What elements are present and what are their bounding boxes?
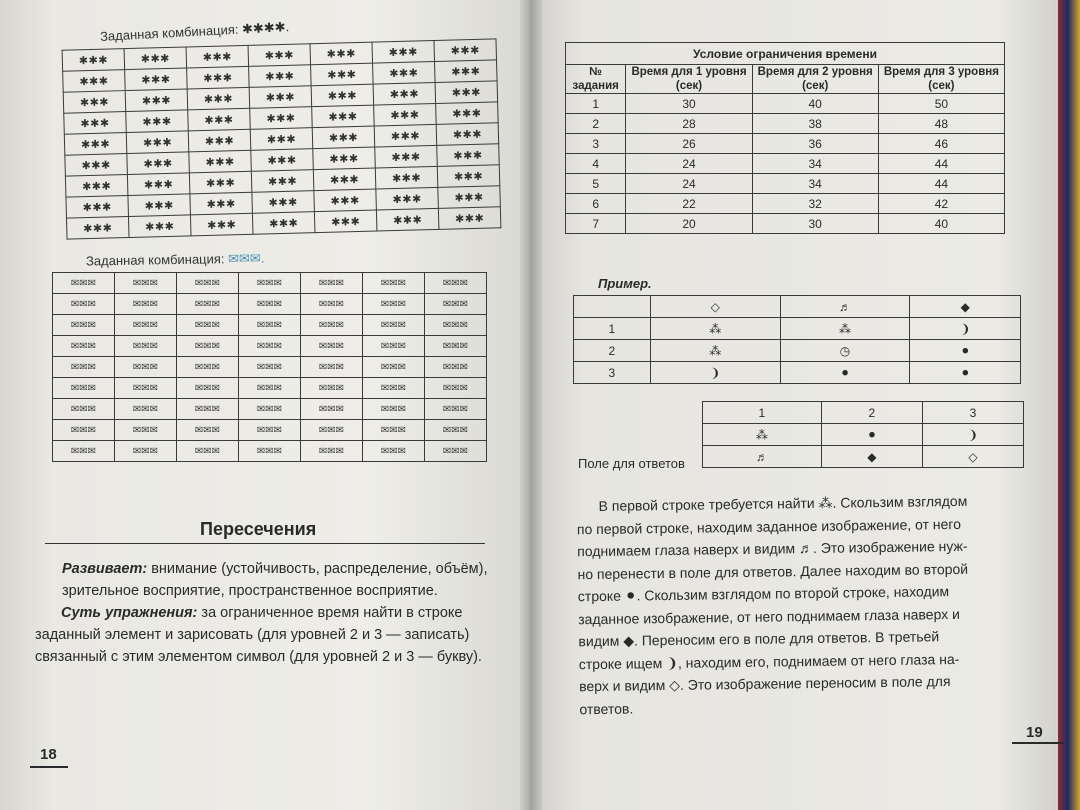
grid2-cell: ✉✉✉ xyxy=(53,357,115,378)
grid2-cell: ✉✉✉ xyxy=(425,336,487,357)
grid1-cell: ✱✱✱ xyxy=(314,189,377,212)
time-table-cell: 34 xyxy=(752,154,878,174)
grid2-cell: ✉✉✉ xyxy=(177,336,239,357)
time-table-header: Время для 1 уровня (сек) xyxy=(626,65,752,94)
grid2-cell: ✉✉✉ xyxy=(363,420,425,441)
grid2-cell: ✉✉✉ xyxy=(239,315,301,336)
grid2-cell: ✉✉✉ xyxy=(301,336,363,357)
time-table-cell: 2 xyxy=(566,114,626,134)
grid1-cell: ✱✱✱ xyxy=(126,131,189,154)
grid2-cell: ✉✉✉ xyxy=(425,273,487,294)
grid1-cell: ✱✱✱ xyxy=(373,61,436,84)
grid2-cell: ✉✉✉ xyxy=(177,378,239,399)
grid1-cell: ✱✱✱ xyxy=(312,126,375,149)
time-table-cell: 6 xyxy=(566,194,626,214)
background-edge xyxy=(1058,0,1080,810)
left-page-number: 18 xyxy=(40,746,57,763)
instructions-line: верх и видим ◇. Это изображение переносим в поле для xyxy=(579,673,951,695)
time-table-cell: 30 xyxy=(752,214,878,234)
answers-header-cell: 2 xyxy=(821,402,922,424)
develops-label: Развивает: xyxy=(62,561,148,577)
right-page-number: 19 xyxy=(1026,724,1043,741)
grid1-cell: ✱✱✱ xyxy=(252,191,315,214)
grid2-cell: ✉✉✉ xyxy=(363,399,425,420)
grid2-cell: ✉✉✉ xyxy=(53,336,115,357)
time-table-row xyxy=(566,114,1005,134)
grid2-cell: ✉✉✉ xyxy=(115,294,177,315)
time-table-cell: 46 xyxy=(878,134,1004,154)
grid2-row xyxy=(53,399,487,420)
answers-table xyxy=(702,401,1024,468)
grid2-cell: ✉✉✉ xyxy=(239,273,301,294)
grid1-cell: ✱✱✱ xyxy=(311,63,374,86)
instructions-line: ответов. xyxy=(579,699,634,717)
instructions-line: строке ⚫. Скользим взглядом по второй строке, находим xyxy=(577,583,950,605)
grid2-cell: ✉✉✉ xyxy=(115,315,177,336)
grid1-cell: ✱✱✱ xyxy=(190,213,253,236)
grid2-cell: ✉✉✉ xyxy=(115,336,177,357)
instructions-line: видим ◆. Переносим его в поле для ответов. В третьей xyxy=(578,628,940,650)
grid1-cell: ✱✱✱ xyxy=(189,171,252,194)
grid1-cell: ✱✱✱ xyxy=(437,165,500,188)
time-table-cell: 26 xyxy=(626,134,752,154)
grid2-cell: ✉✉✉ xyxy=(53,420,115,441)
answers-cell: ♬ xyxy=(703,446,822,468)
grid2-row xyxy=(53,273,487,294)
grid1-cell: ✱✱✱ xyxy=(248,44,311,67)
grid2-cell: ✉✉✉ xyxy=(115,378,177,399)
grid2-cell: ✉✉✉ xyxy=(239,336,301,357)
example-cell: ⚫ xyxy=(780,362,910,384)
grid2-cell: ✉✉✉ xyxy=(239,420,301,441)
grid1-cell: ✱✱✱ xyxy=(436,102,499,125)
time-table-cell: 30 xyxy=(626,94,752,114)
grid2-cell: ✉✉✉ xyxy=(115,357,177,378)
time-table-cell: 5 xyxy=(566,174,626,194)
instructions-line: строке ищем ❩, находим его, поднимаем от него глаза на- xyxy=(578,650,960,672)
time-table-cell: 38 xyxy=(752,114,878,134)
time-table-cell: 24 xyxy=(626,154,752,174)
example-header-row xyxy=(574,296,1021,318)
grid1-cell: ✱✱✱ xyxy=(127,173,190,196)
grid1-cell: ✱✱✱ xyxy=(313,168,376,191)
grid2-cell: ✉✉✉ xyxy=(239,357,301,378)
time-table-cell: 28 xyxy=(626,114,752,134)
example-cell: ⚫ xyxy=(910,340,1021,362)
grid1-cell: ✱✱✱ xyxy=(435,60,498,83)
grid1-cell: ✱✱✱ xyxy=(313,147,376,170)
grid1-cell: ✱✱✱ xyxy=(252,212,315,235)
grid1-cell: ✱✱✱ xyxy=(372,40,435,63)
grid2-cell: ✉✉✉ xyxy=(425,399,487,420)
grid2-row xyxy=(53,294,487,315)
time-table-cell: 1 xyxy=(566,94,626,114)
example-cell: ⁂ xyxy=(650,318,780,340)
example-header-cell: ♬ xyxy=(780,296,910,318)
time-table-row xyxy=(566,134,1005,154)
book-spine xyxy=(520,0,542,810)
time-limit-table xyxy=(565,42,1005,234)
grid1-cell: ✱✱✱ xyxy=(375,145,438,168)
time-table-cell: 36 xyxy=(752,134,878,154)
answers-cell: ◆ xyxy=(821,446,922,468)
grid2-cell: ✉✉✉ xyxy=(53,315,115,336)
grid1-cell: ✱✱✱ xyxy=(438,186,501,209)
grid1-cell: ✱✱✱ xyxy=(375,166,438,189)
answers-cell: ⁂ xyxy=(703,424,822,446)
instructions-line: поднимаем глаза наверх и видим ♬. Это изображение нуж- xyxy=(577,537,968,560)
example-header-cell: ◆ xyxy=(910,296,1021,318)
grid1-cell: ✱✱✱ xyxy=(127,152,190,175)
time-table-cell: 42 xyxy=(878,194,1004,214)
grid2-cell: ✉✉✉ xyxy=(363,378,425,399)
essence-label: Суть упражнения: xyxy=(61,605,198,621)
example-cell: 1 xyxy=(574,318,651,340)
grid2-cell: ✉✉✉ xyxy=(301,273,363,294)
symbol-grid-2 xyxy=(52,272,487,462)
grid1-cell: ✱✱✱ xyxy=(249,86,312,109)
grid1-cell: ✱✱✱ xyxy=(126,110,189,133)
grid2-cell: ✉✉✉ xyxy=(53,378,115,399)
grid2-cell: ✉✉✉ xyxy=(301,357,363,378)
grid2-cell: ✉✉✉ xyxy=(177,315,239,336)
grid2-cell: ✉✉✉ xyxy=(177,441,239,462)
example-cell: ⁂ xyxy=(780,318,910,340)
develops-paragraph xyxy=(62,558,502,602)
grid2-cell: ✉✉✉ xyxy=(53,294,115,315)
grid1-cell: ✱✱✱ xyxy=(66,196,129,219)
answers-header-cell: 1 xyxy=(703,402,822,424)
grid2-cell: ✉✉✉ xyxy=(301,378,363,399)
time-table-row xyxy=(566,194,1005,214)
answers-cell: ◇ xyxy=(922,446,1023,468)
grid1-cell: ✱✱✱ xyxy=(186,45,249,68)
answers-row xyxy=(703,446,1024,468)
grid2-cell: ✉✉✉ xyxy=(239,441,301,462)
grid2-cell: ✉✉✉ xyxy=(363,441,425,462)
time-table-cell: 32 xyxy=(752,194,878,214)
grid2-cell: ✉✉✉ xyxy=(115,420,177,441)
time-table-cell: 40 xyxy=(752,94,878,114)
grid1-cell: ✱✱✱ xyxy=(374,103,437,126)
grid2-cell: ✉✉✉ xyxy=(177,420,239,441)
answers-cell: ❩ xyxy=(922,424,1023,446)
instructions-line: заданное изображение, от него поднимаем глаза наверх и xyxy=(578,605,960,627)
grid2-cell: ✉✉✉ xyxy=(115,399,177,420)
section-divider xyxy=(45,543,485,544)
example-row xyxy=(574,318,1021,340)
grid2-cell: ✉✉✉ xyxy=(363,357,425,378)
example-cell: ◷ xyxy=(780,340,910,362)
example-label: Пример. xyxy=(598,276,652,291)
time-table-cell: 20 xyxy=(626,214,752,234)
time-table-cell: 34 xyxy=(752,174,878,194)
time-table-cell: 48 xyxy=(878,114,1004,134)
symbol-grid-1 xyxy=(62,38,502,239)
answers-row xyxy=(703,424,1024,446)
grid1-cell: ✱✱✱ xyxy=(125,89,188,112)
grid1-cell: ✱✱✱ xyxy=(124,47,187,70)
example-table xyxy=(573,295,1021,384)
grid2-cell: ✉✉✉ xyxy=(53,273,115,294)
example-cell: ⁂ xyxy=(650,340,780,362)
section-title: Пересечения xyxy=(200,519,317,539)
grid1-cell: ✱✱✱ xyxy=(64,112,127,135)
grid1-cell: ✱✱✱ xyxy=(376,187,439,210)
grid1-cell: ✱✱✱ xyxy=(62,49,125,72)
grid2-cell: ✉✉✉ xyxy=(301,294,363,315)
essence-paragraph xyxy=(35,602,500,668)
grid2-cell: ✉✉✉ xyxy=(177,294,239,315)
time-table-cell: 7 xyxy=(566,214,626,234)
grid1-cell: ✱✱✱ xyxy=(310,42,373,65)
time-table-cell: 22 xyxy=(626,194,752,214)
grid2-cell: ✉✉✉ xyxy=(239,399,301,420)
time-table-cell: 24 xyxy=(626,174,752,194)
example-header-cell: ◇ xyxy=(650,296,780,318)
grid2-cell: ✉✉✉ xyxy=(177,273,239,294)
right-page-number-underline xyxy=(1012,742,1064,744)
grid2-cell: ✉✉✉ xyxy=(301,420,363,441)
grid1-cell: ✱✱✱ xyxy=(314,210,377,233)
grid2-cell: ✉✉✉ xyxy=(301,315,363,336)
example-row xyxy=(574,362,1021,384)
develops-text: внимание (устойчивость, распределение, объём), зрительное восприятие, пространственное восприятие. xyxy=(62,561,488,599)
example-cell: ❩ xyxy=(910,318,1021,340)
grid2-cell: ✉✉✉ xyxy=(425,378,487,399)
grid1-cell: ✱✱✱ xyxy=(128,194,191,217)
grid2-cell: ✉✉✉ xyxy=(363,294,425,315)
grid2-cell: ✉✉✉ xyxy=(363,336,425,357)
grid1-cell: ✱✱✱ xyxy=(438,207,501,230)
grid2-cell: ✉✉✉ xyxy=(425,294,487,315)
instructions-line: В первой строке требуется найти ⁂. Скользим взглядом xyxy=(598,492,968,514)
grid1-cell: ✱✱✱ xyxy=(63,70,126,93)
time-table-row xyxy=(566,94,1005,114)
answers-cell: ⚫ xyxy=(821,424,922,446)
grid1-cell: ✱✱✱ xyxy=(435,81,498,104)
grid2-cell: ✉✉✉ xyxy=(425,357,487,378)
time-table-cell: 40 xyxy=(878,214,1004,234)
grid2-row xyxy=(53,357,487,378)
grid2-row xyxy=(53,315,487,336)
left-page-number-underline xyxy=(30,766,68,768)
grid1-cell: ✱✱✱ xyxy=(188,129,251,152)
grid1-cell: ✱✱✱ xyxy=(66,217,129,240)
time-table-header: Время для 2 уровня (сек) xyxy=(752,65,878,94)
grid2-row xyxy=(53,378,487,399)
time-table-cell: 4 xyxy=(566,154,626,174)
grid2-cell: ✉✉✉ xyxy=(53,441,115,462)
time-table-cell: 44 xyxy=(878,154,1004,174)
grid1-cell: ✱✱✱ xyxy=(312,105,375,128)
grid1-cell: ✱✱✱ xyxy=(250,128,313,151)
grid2-row xyxy=(53,336,487,357)
instructions-line: по первой строке, находим заданное изображение, от него xyxy=(576,515,962,537)
time-table-header: Время для 3 уровня (сек) xyxy=(878,65,1004,94)
time-table-cell: 50 xyxy=(878,94,1004,114)
combo1-symbol: ✱✱✱✱. xyxy=(241,19,290,37)
grid1-cell: ✱✱✱ xyxy=(65,154,128,177)
grid2-cell: ✉✉✉ xyxy=(53,399,115,420)
instructions-line: но перенести в поле для ответов. Далее находим во второй xyxy=(577,560,969,582)
grid2-cell: ✉✉✉ xyxy=(363,315,425,336)
grid2-cell: ✉✉✉ xyxy=(239,378,301,399)
time-table-cell: 3 xyxy=(566,134,626,154)
grid1-cell: ✱✱✱ xyxy=(187,66,250,89)
grid1-cell: ✱✱✱ xyxy=(376,208,439,231)
combo2-caption: Заданная комбинация: xyxy=(85,251,225,269)
grid2-cell: ✉✉✉ xyxy=(115,441,177,462)
time-table-row xyxy=(566,174,1005,194)
grid2-cell: ✉✉✉ xyxy=(301,441,363,462)
example-cell: 3 xyxy=(574,362,651,384)
example-header-cell xyxy=(574,296,651,318)
grid1-cell: ✱✱✱ xyxy=(188,108,251,131)
grid1-cell: ✱✱✱ xyxy=(373,82,436,105)
grid1-cell: ✱✱✱ xyxy=(249,65,312,88)
grid1-cell: ✱✱✱ xyxy=(437,144,500,167)
time-table-row xyxy=(566,214,1005,234)
grid1-cell: ✱✱✱ xyxy=(250,107,313,130)
grid1-cell: ✱✱✱ xyxy=(125,68,188,91)
answers-label: Поле для ответов xyxy=(578,456,685,471)
combo2-symbol: ✉✉✉. xyxy=(227,250,265,267)
instructions-paragraph xyxy=(576,489,1045,720)
grid1-cell: ✱✱✱ xyxy=(64,133,127,156)
example-cell: ❩ xyxy=(650,362,780,384)
grid1-cell: ✱✱✱ xyxy=(311,84,374,107)
grid1-cell: ✱✱✱ xyxy=(434,39,497,62)
time-table-title: Условие ограничения времени xyxy=(566,43,1005,65)
combo1-caption: Заданная комбинация: xyxy=(99,21,239,44)
grid1-cell: ✱✱✱ xyxy=(251,170,314,193)
grid1-cell: ✱✱✱ xyxy=(63,91,126,114)
grid2-cell: ✉✉✉ xyxy=(239,294,301,315)
grid1-cell: ✱✱✱ xyxy=(187,87,250,110)
grid1-cell: ✱✱✱ xyxy=(190,192,253,215)
grid2-cell: ✉✉✉ xyxy=(177,399,239,420)
grid1-cell: ✱✱✱ xyxy=(374,124,437,147)
essence-text: за ограниченное время найти в строке заданный элемент и зарисовать (для уровней 2 и 3 — записать) связанный с этим элементом символ (для уровней 2 и 3 — букву). xyxy=(35,605,482,665)
answers-header-row xyxy=(703,402,1024,424)
grid2-cell: ✉✉✉ xyxy=(425,420,487,441)
example-row xyxy=(574,340,1021,362)
grid2-cell: ✉✉✉ xyxy=(301,399,363,420)
example-cell: ⚫ xyxy=(910,362,1021,384)
answers-header-cell: 3 xyxy=(922,402,1023,424)
time-table-cell: 44 xyxy=(878,174,1004,194)
example-cell: 2 xyxy=(574,340,651,362)
combo2-caption-row xyxy=(86,250,265,269)
grid2-cell: ✉✉✉ xyxy=(115,273,177,294)
grid1-cell: ✱✱✱ xyxy=(65,175,128,198)
grid2-cell: ✉✉✉ xyxy=(425,315,487,336)
grid1-cell: ✱✱✱ xyxy=(436,123,499,146)
grid2-row xyxy=(53,441,487,462)
grid2-cell: ✉✉✉ xyxy=(425,441,487,462)
grid2-cell: ✉✉✉ xyxy=(177,357,239,378)
grid1-cell: ✱✱✱ xyxy=(128,215,191,238)
grid2-cell: ✉✉✉ xyxy=(363,273,425,294)
grid2-row xyxy=(53,420,487,441)
grid1-cell: ✱✱✱ xyxy=(251,149,314,172)
time-table-row xyxy=(566,154,1005,174)
time-table-header: № задания xyxy=(566,65,626,94)
grid1-cell: ✱✱✱ xyxy=(189,150,252,173)
